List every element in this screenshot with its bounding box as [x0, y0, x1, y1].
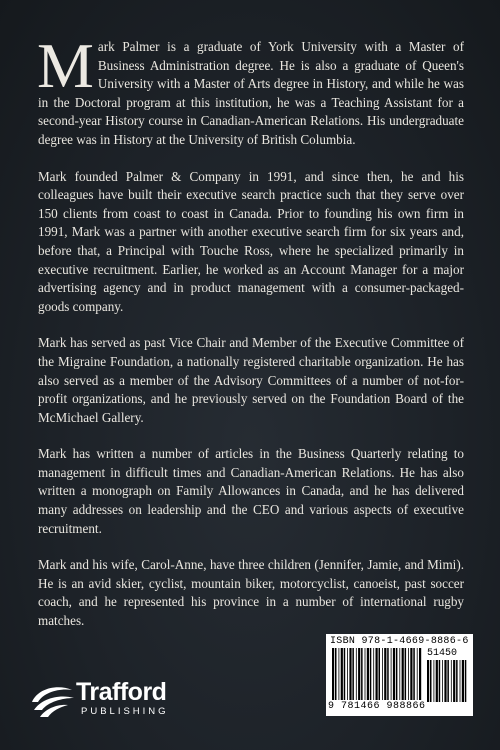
bio-paragraph-2: Mark founded Palmer & Company in 1991, and since then, he and his colleagues have built their executive search practice such that they serve over 150 clients from coast to coast in Canada. Prior to founding his own firm in 1991, Mark was a partner with another executive search firm for six years and, before that, a Principal with Touche Ross, where he specialized primarily in executive recruitment. Earlier, he worked as an Account Manager for a major advertising agency and in product management with a consumer-packaged-goods company.: [38, 168, 464, 314]
isbn-barcode: [326, 634, 473, 716]
barcode-bar: [451, 660, 452, 702]
barcode-bar: [462, 660, 464, 702]
barcode-bar: [344, 648, 346, 700]
barcode-bar: [417, 648, 418, 700]
barcode-bar: [349, 648, 351, 700]
barcode-bar: [352, 648, 354, 700]
barcode-bars: [332, 648, 422, 700]
barcode-bar: [387, 648, 389, 700]
barcode-bar: [339, 648, 340, 700]
barcode-bar: [419, 648, 421, 700]
barcode-bar: [456, 660, 458, 702]
isbn-label: ISBN 978-1-4669-8886-6: [330, 636, 469, 647]
barcode-bar: [370, 648, 372, 700]
bio-paragraph-1-text: ark Palmer is a graduate of York University with a Master of Business Administration degree. He is also a graduate of Queen's University with a Master of Arts degree in History, and while he was in the Doctoral program at this institution, he was a Teaching Assistant for a second-year History course in Canadian-American Relations. His undergraduate degree was in History at the University of British Columbia.: [38, 39, 464, 147]
barcode-bar: [453, 660, 455, 702]
barcode-bar: [373, 648, 374, 700]
publisher-subtitle: PUBLISHING: [81, 706, 169, 717]
barcode-bar: [413, 648, 415, 700]
bio-paragraph-5: Mark and his wife, Carol-Anne, have three children (Jennifer, Jamie, and Mimi). He is an avid skier, cyclist, mountain biker, motorcyclist, canoeist, past soccer coach, and he represented his province in a number of international rugby matches.: [38, 557, 464, 629]
barcode-bar: [434, 660, 435, 702]
barcode-bar: [341, 648, 343, 700]
barcode-bar: [391, 648, 392, 700]
barcode-bar: [444, 660, 446, 702]
dropcap-letter: M: [37, 30, 94, 101]
barcode-bar: [460, 660, 461, 702]
publisher-name: Trafford: [76, 678, 167, 706]
barcode-bar: [393, 648, 395, 700]
barcode-bar: [361, 648, 363, 700]
publisher-logo: [28, 680, 208, 720]
barcode-bar: [430, 660, 432, 702]
barcode-bar: [410, 648, 412, 700]
price-code: 51450: [427, 648, 458, 659]
barcode-bar: [382, 648, 383, 700]
barcode-bar: [442, 660, 443, 702]
barcode-bar: [356, 648, 357, 700]
barcode-bar: [405, 648, 407, 700]
barcode-bar: [365, 648, 366, 700]
barcode-bar: [332, 648, 334, 700]
bio-paragraph-4: Mark has written a number of articles in the Business Quarterly relating to management in difficult times and Canadian-American Relations. He has also written a monograph on Family Allowances in Canada, and he has delivered many addresses on leadership and the CEO and various aspects of executive recruitment.: [38, 446, 464, 536]
barcode-bar: [408, 648, 409, 700]
addon-barcode-bars: [427, 660, 467, 702]
barcode-bar: [399, 648, 400, 700]
barcode-bar: [439, 660, 441, 702]
bio-paragraph-1: [37, 30, 464, 150]
author-bio: [37, 30, 464, 649]
barcode-bar: [358, 648, 360, 700]
barcode-bar: [376, 648, 378, 700]
barcode-bar: [335, 648, 337, 700]
barcode-bar: [379, 648, 381, 700]
barcode-bar: [384, 648, 386, 700]
barcode-bar: [447, 660, 449, 702]
barcode-bar: [465, 660, 467, 702]
barcode-bar: [396, 648, 398, 700]
trafford-swoosh-icon: [28, 680, 76, 720]
barcode-bar: [402, 648, 404, 700]
barcode-bar: [367, 648, 369, 700]
barcode-bar: [427, 660, 429, 702]
barcode-bar: [347, 648, 348, 700]
barcode-bar: [436, 660, 438, 702]
barcode-digits: 9 781466 988866: [328, 701, 426, 712]
bio-paragraph-3: Mark has served as past Vice Chair and Member of the Executive Committee of the Migraine Foundation, a nationally registered charitable organization. He has also served as a member of the Advisory Committees of a number of not-for-profit organizations, and he previously served on the Foundation Board of the McMichael Gallery.: [38, 335, 464, 425]
